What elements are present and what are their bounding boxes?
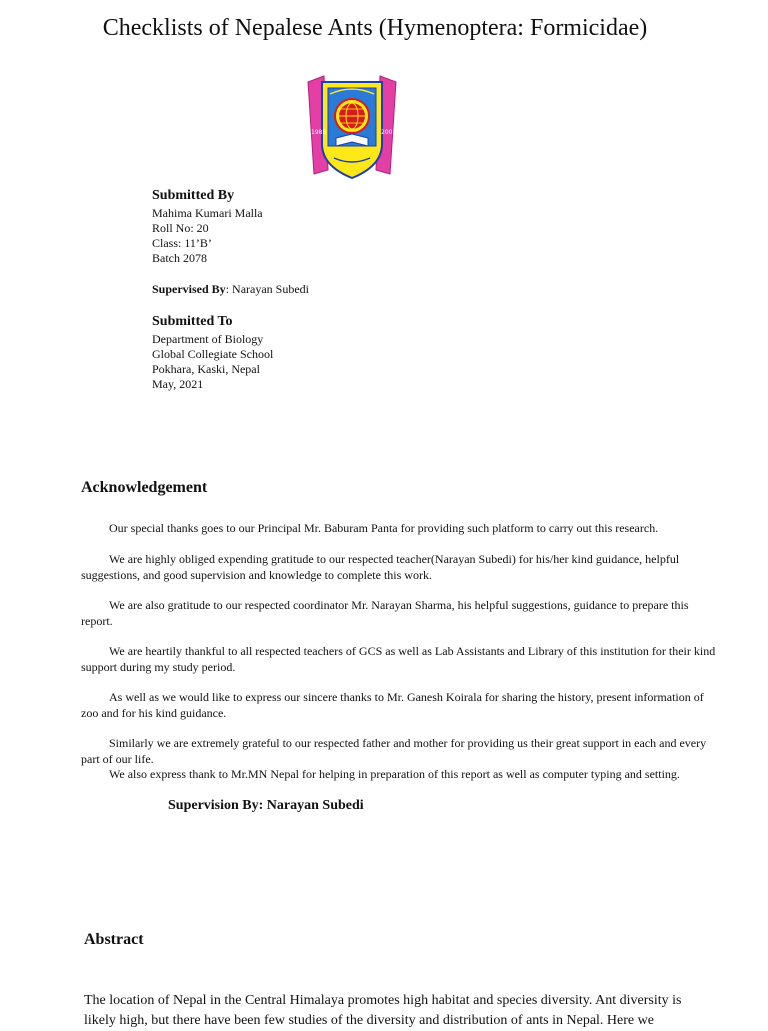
submitted-to-line: May, 2021 — [152, 377, 204, 391]
ack-paragraph — [81, 736, 721, 767]
acknowledgement-heading: Acknowledgement — [81, 479, 208, 496]
submitted-to-heading: Submitted To — [152, 314, 233, 329]
ack-paragraph — [81, 598, 721, 629]
ack-paragraph-text: We are also gratitude to our respected coordinator Mr. Narayan Sharma, his helpful suggestions, guidance to prepare this report. — [81, 598, 689, 628]
ack-paragraph-text: Similarly we are extremely grateful to our respected father and mother for providing us their great support in each and every part of our life. — [81, 736, 707, 766]
submitted-by-line: Mahima Kumari Malla — [152, 206, 263, 220]
abstract-heading: Abstract — [84, 931, 144, 948]
supervised-by-label: Supervised By — [152, 282, 226, 296]
submitted-to-line: Department of Biology — [152, 332, 264, 346]
logo-year-right: 2002 — [381, 129, 397, 136]
submitted-by-line: Class: 11’B’ — [152, 236, 212, 250]
school-emblem-icon — [306, 74, 398, 182]
ack-paragraph-text: Our special thanks goes to our Principal Mr. Baburam Panta for providing such platform to carry out this research. — [109, 521, 659, 535]
submitted-by-block — [152, 187, 263, 266]
submitted-to-line: Global Collegiate School — [152, 347, 274, 361]
ack-paragraph — [81, 767, 721, 783]
ack-paragraph — [81, 644, 721, 675]
supervision-signature: Supervision By: Narayan Subedi — [168, 798, 364, 813]
submitted-to-line: Pokhara, Kaski, Nepal — [152, 362, 260, 376]
supervised-by-line — [152, 282, 309, 297]
ack-paragraph — [81, 690, 721, 721]
ack-paragraph-text: We are heartily thankful to all respected teachers of GCS as well as Lab Assistants and Library of this institution for their kind support during my study period. — [81, 644, 716, 674]
submitted-to-block — [152, 313, 273, 392]
ack-paragraph-text: We are highly obliged expending gratitude to our respected teacher(Narayan Subedi) for his/her kind guidance, helpful suggestions, and good supervision and knowledge to complete this work. — [81, 552, 680, 582]
submitted-by-line: Roll No: 20 — [152, 221, 209, 235]
ack-paragraph — [81, 552, 721, 583]
document-title: Checklists of Nepalese Ants (Hymenoptera: Formicidae) — [102, 15, 648, 41]
submitted-by-heading: Submitted By — [152, 188, 235, 203]
ack-paragraph-text: We also express thank to Mr.MN Nepal for helping in preparation of this report as well as computer typing and setting. — [109, 767, 680, 781]
ack-paragraph — [81, 521, 721, 537]
submitted-by-line: Batch 2078 — [152, 251, 207, 265]
logo-year-left: 1985 — [311, 129, 327, 136]
abstract-paragraph: The location of Nepal in the Central Himalaya promotes high habitat and species diversity. Ant diversity is likely high, but there have been few studies of the diversity and distribution of ants in Nepal. Here we — [84, 993, 682, 1028]
supervised-by-value: : Narayan Subedi — [225, 282, 309, 296]
ack-paragraph-text: As well as we would like to express our sincere thanks to Mr. Ganesh Koirala for sharing the history, present information of zoo and for his kind guidance. — [81, 690, 704, 720]
